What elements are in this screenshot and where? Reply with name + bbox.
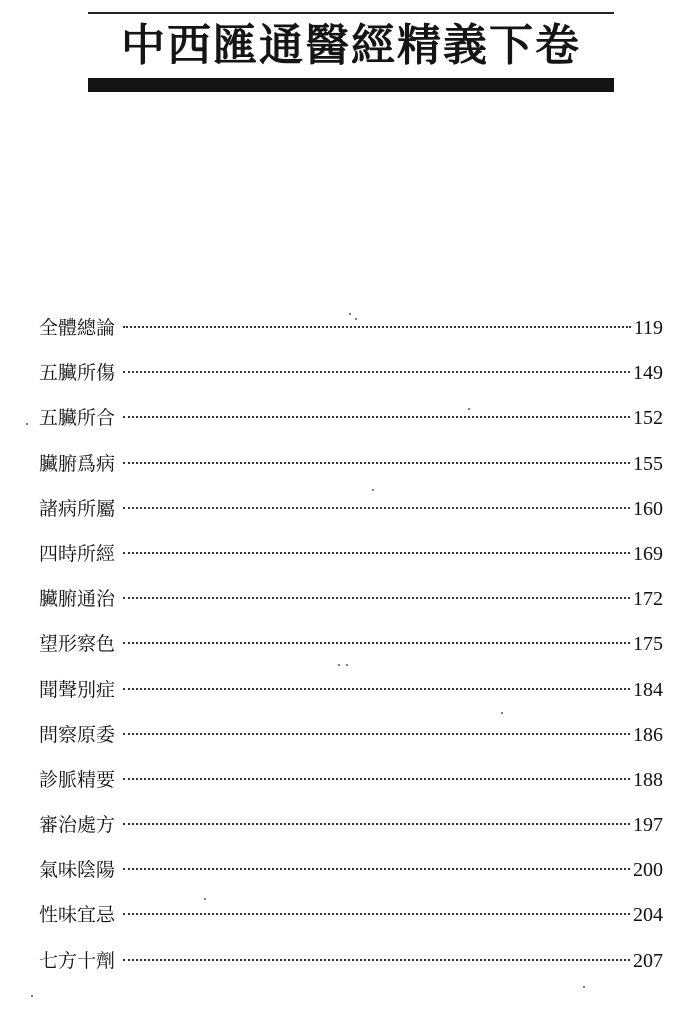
toc-entry-page: 184 bbox=[633, 678, 663, 701]
toc-dot-leader bbox=[123, 416, 630, 418]
toc-entry-page: 152 bbox=[633, 407, 663, 430]
scan-speck bbox=[349, 313, 351, 315]
toc-entry[interactable] bbox=[39, 577, 663, 622]
toc-dot-leader bbox=[123, 462, 630, 464]
toc-dot-leader bbox=[123, 733, 630, 735]
toc-entry[interactable] bbox=[39, 306, 663, 351]
toc-entry[interactable] bbox=[39, 893, 663, 938]
toc-entry-page: 197 bbox=[633, 814, 663, 837]
toc-entry-label: 諸病所屬 bbox=[39, 497, 116, 520]
toc-entry-label: 望形察色 bbox=[39, 633, 116, 656]
toc-entry-page: 175 bbox=[633, 633, 663, 656]
toc-entry-label: 四時所經 bbox=[39, 542, 116, 565]
table-of-contents bbox=[39, 306, 663, 984]
toc-dot-leader bbox=[123, 326, 631, 328]
toc-entry-page: 188 bbox=[633, 768, 663, 791]
toc-entry-label: 七方十劑 bbox=[39, 949, 116, 972]
toc-entry-page: 204 bbox=[633, 904, 663, 927]
toc-entry[interactable] bbox=[39, 713, 663, 758]
scan-speck bbox=[31, 995, 33, 997]
toc-entry-label: 問察原委 bbox=[39, 723, 116, 746]
toc-entry-page: 155 bbox=[633, 452, 663, 475]
toc-entry[interactable] bbox=[39, 758, 663, 803]
toc-dot-leader bbox=[123, 597, 630, 599]
toc-dot-leader bbox=[123, 778, 630, 780]
toc-dot-leader bbox=[123, 959, 630, 961]
toc-entry-page: 186 bbox=[633, 723, 663, 746]
toc-dot-leader bbox=[123, 552, 630, 554]
toc-entry-label: 性味宜忌 bbox=[39, 904, 116, 927]
toc-entry[interactable] bbox=[39, 487, 663, 532]
toc-entry-label: 診脈精要 bbox=[39, 768, 116, 791]
toc-entry[interactable] bbox=[39, 668, 663, 713]
scan-speck bbox=[501, 712, 503, 714]
toc-entry-label: 氣味陰陽 bbox=[39, 859, 116, 882]
toc-entry-label: 五臟所合 bbox=[39, 407, 116, 430]
toc-entry-page: 169 bbox=[633, 542, 663, 565]
toc-entry-page: 200 bbox=[633, 859, 663, 882]
toc-dot-leader bbox=[123, 507, 630, 509]
scan-speck bbox=[355, 318, 357, 320]
toc-dot-leader bbox=[123, 823, 630, 825]
toc-entry-label: 全體總論 bbox=[39, 317, 116, 339]
scan-speck bbox=[346, 664, 348, 666]
toc-entry[interactable] bbox=[39, 351, 663, 396]
toc-dot-leader bbox=[123, 688, 630, 690]
scan-speck bbox=[468, 408, 470, 410]
toc-entry[interactable] bbox=[39, 396, 663, 441]
toc-entry-label: 聞聲別症 bbox=[39, 678, 116, 701]
toc-entry-page: 172 bbox=[633, 588, 663, 611]
scan-speck bbox=[583, 986, 585, 988]
title-block bbox=[88, 12, 614, 92]
toc-entry-label: 臟腑爲病 bbox=[39, 452, 116, 475]
toc-entry-label: 臟腑通治 bbox=[39, 588, 116, 611]
scan-speck bbox=[338, 664, 340, 666]
page-title: 中西匯通醫經精義下卷 bbox=[121, 20, 581, 71]
toc-entry-page: 160 bbox=[633, 497, 663, 520]
scan-speck bbox=[26, 423, 28, 425]
toc-dot-leader bbox=[123, 642, 630, 644]
toc-entry[interactable] bbox=[39, 939, 663, 984]
toc-entry-page: 207 bbox=[633, 949, 663, 972]
toc-entry[interactable] bbox=[39, 803, 663, 848]
toc-entry[interactable] bbox=[39, 848, 663, 893]
toc-entry-label: 審治處方 bbox=[39, 814, 116, 837]
toc-entry[interactable] bbox=[39, 442, 663, 487]
title-bottom-bar bbox=[88, 78, 614, 92]
toc-entry-page: 119 bbox=[633, 317, 663, 339]
toc-entry-page: 149 bbox=[633, 362, 663, 385]
toc-dot-leader bbox=[123, 913, 630, 915]
scan-speck bbox=[204, 898, 206, 900]
toc-dot-leader bbox=[123, 371, 630, 373]
toc-dot-leader bbox=[123, 868, 630, 870]
toc-entry-label: 五臟所傷 bbox=[39, 362, 116, 385]
toc-entry[interactable] bbox=[39, 622, 663, 667]
scan-speck bbox=[372, 489, 374, 491]
toc-entry[interactable] bbox=[39, 532, 663, 577]
